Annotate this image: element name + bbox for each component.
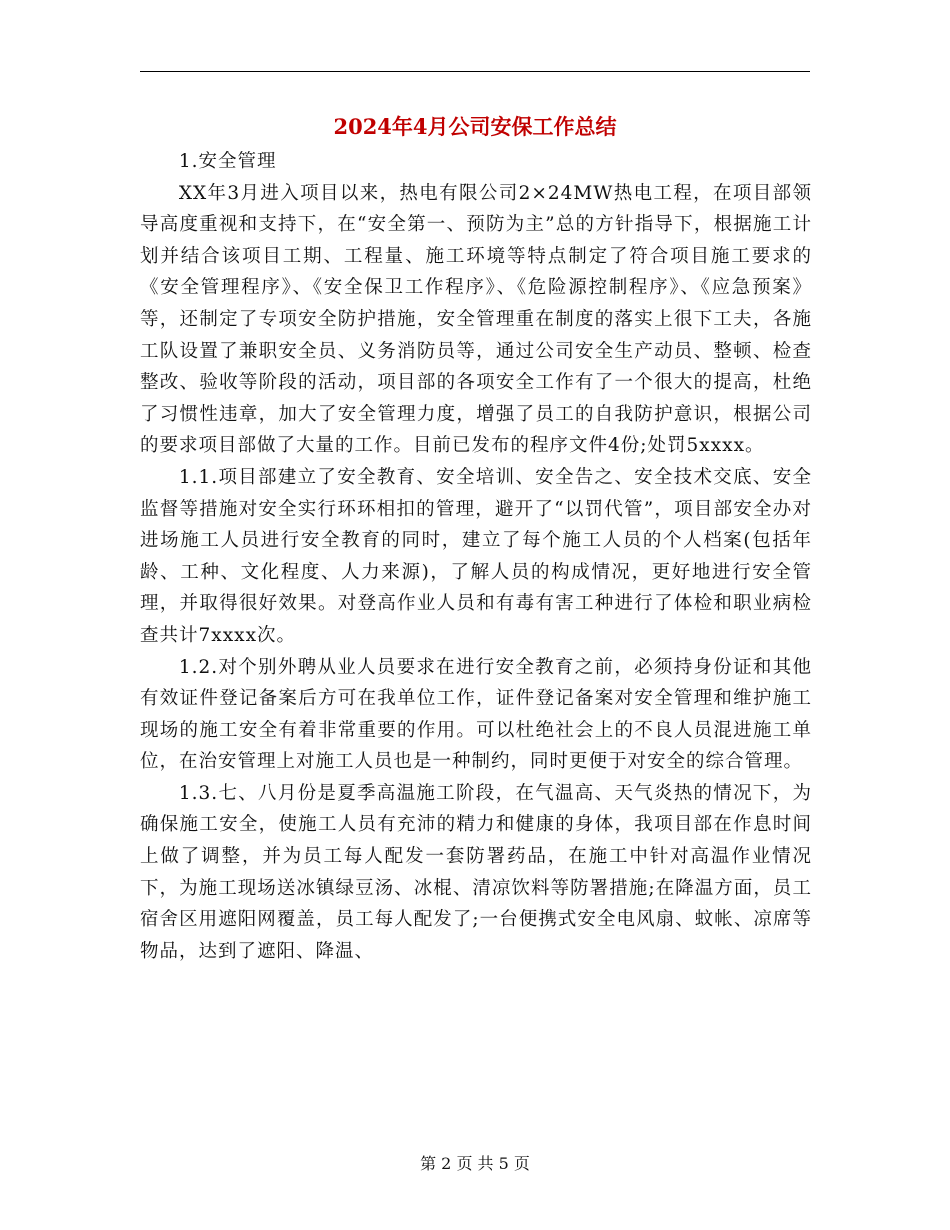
document-body <box>140 146 812 967</box>
header-rule <box>140 71 810 72</box>
document-title: 2024年4月公司安保工作总结 <box>333 114 617 139</box>
body-paragraph: 1.2.对个别外聘从业人员要求在进行安全教育之前，必须持身份证和其他有效证件登记备案后方可在我单位工作，证件登记备案对安全管理和维护施工现场的施工安全有着非常重要的作用。可以杜绝社会上的不良人员混进施工单位，在治安管理上对施工人员也是一种制约，同时更便于对安全的综合管理。 <box>140 656 812 773</box>
section-heading: 1.安全管理 <box>178 151 277 172</box>
page-number-footer: 第 2 页 共 5 页 <box>420 1154 530 1173</box>
body-paragraph: 1.3.七、八月份是夏季高温施工阶段，在气温高、天气炎热的情况下，为确保施工安全，使施工人员有充沛的精力和健康的身体，我项目部在作息时间上做了调整，并为员工每人配发一套防署药品，在施工中针对高温作业情况下，为施工现场送冰镇绿豆汤、冰棍、清凉饮料等防署措施;在降温方面，员工宿舍区用遮阳网覆盖，员工每人配发了;一台便携式安全电风扇、蚊帐、凉席等物品，达到了遮阳、降温、 <box>140 782 812 962</box>
body-paragraph: XX年3月进入项目以来，热电有限公司2×24MW热电工程，在项目部领导高度重视和支持下，在“安全第一、预防为主”总的方针指导下，根据施工计划并结合该项目工期、工程量、施工环境等特点制定了符合项目施工要求的《安全管理程序》、《安全保卫工作程序》、《危险源控制程序》、《应急预案》等，还制定了专项安全防护措施，安全管理重在制度的落实上很下工夫，各施工队设置了兼职安全员、义务消防员等，通过公司安全生产动员、整顿、检查整改、验收等阶段的活动，项目部的各项安全工作有了一个很大的提高，杜绝了习惯性违章，加大了安全管理力度，增强了员工的自我防护意识，根据公司的要求项目部做了大量的工作。目前已发布的程序文件4份;处罚5xxxx。 <box>140 182 812 457</box>
body-paragraph: 1.1.项目部建立了安全教育、安全培训、安全告之、安全技术交底、安全监督等措施对安全实行环环相扣的管理，避开了“以罚代管”，项目部安全办对进场施工人员进行安全教育的同时，建立了每个施工人员的个人档案(包括年龄、工种、文化程度、人力来源)，了解人员的构成情况，更好地进行安全管理，并取得很好效果。对登高作业人员和有毒有害工种进行了体检和职业病检查共计7xxxx次。 <box>140 466 812 646</box>
